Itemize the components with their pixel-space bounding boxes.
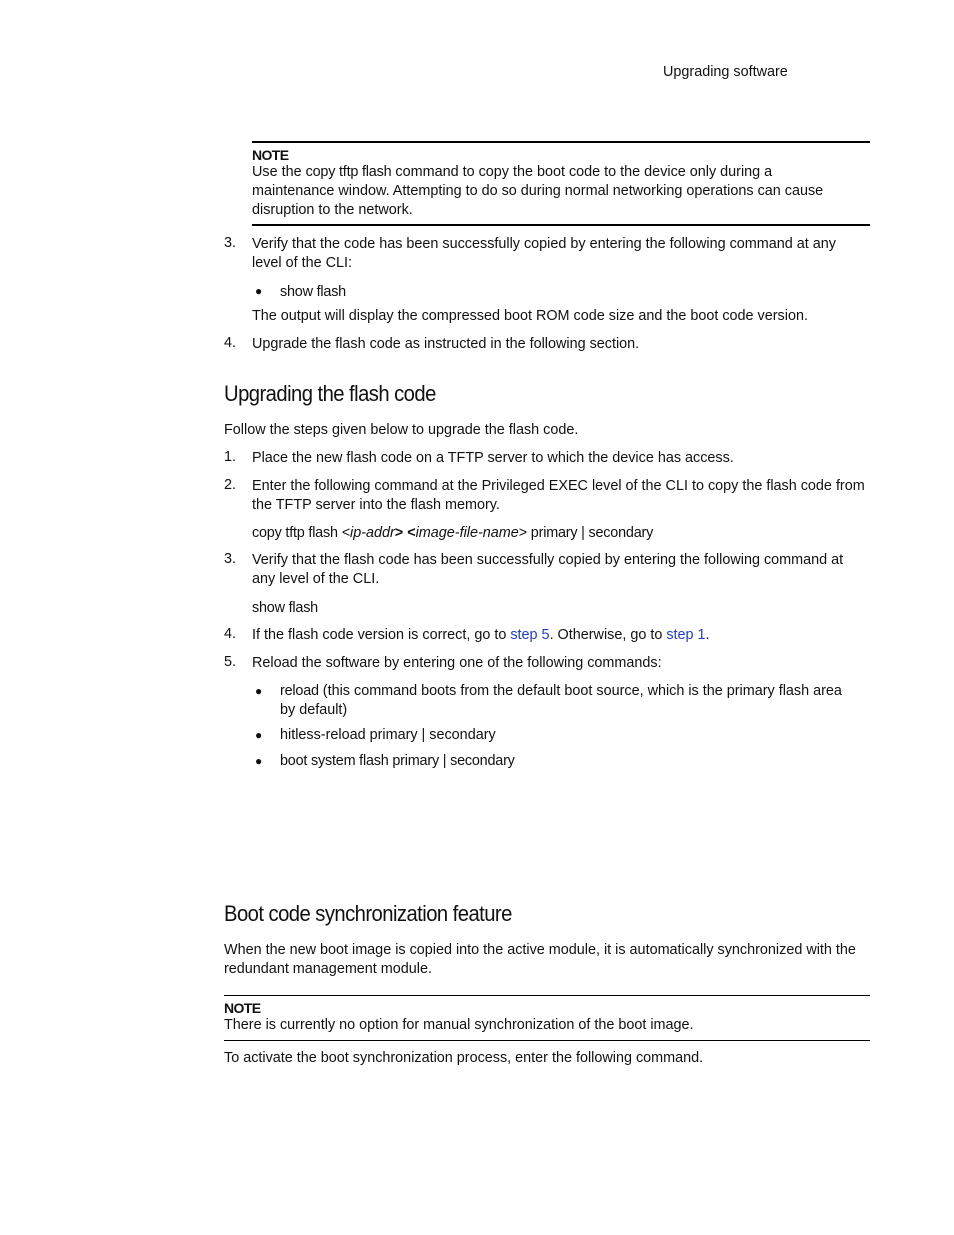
command-text: copy tftp flash bbox=[305, 164, 392, 180]
step-number: 2. bbox=[224, 477, 237, 493]
step-1-link[interactable]: step 1 bbox=[666, 627, 706, 643]
note-text-line-3: disruption to the network. bbox=[252, 202, 413, 218]
bullet-boot-system-flash: boot system flash primary | secondary bbox=[280, 753, 515, 769]
step-number: 4. bbox=[224, 335, 237, 351]
section-intro: Follow the steps given below to upgrade the flash code. bbox=[224, 422, 579, 438]
note-text-line-1: Use the copy tftp flash command to copy the boot code to the device only during a bbox=[252, 164, 773, 180]
closing-paragraph: To activate the boot synchronization process, enter the following command. bbox=[224, 1050, 704, 1066]
bullet-icon: ● bbox=[255, 684, 263, 698]
step-number: 1. bbox=[224, 449, 237, 465]
section-heading: Boot code synchronization feature bbox=[224, 901, 512, 926]
step-number: 5. bbox=[224, 654, 237, 670]
bullet-reload: reload (this command boots from the default boot source, which is the primary flash area by default) bbox=[280, 683, 842, 718]
step-text: Upgrade the flash code as instructed in the following section. bbox=[252, 336, 640, 352]
note-box bbox=[224, 995, 870, 1041]
step-5-link[interactable]: step 5 bbox=[510, 627, 550, 643]
bullet-hitless-reload: hitless-reload primary | secondary bbox=[280, 727, 496, 743]
running-header: Upgrading software bbox=[663, 64, 788, 80]
note-label: NOTE bbox=[252, 147, 289, 163]
step-text: Enter the following command at the Privileged EXEC level of the CLI to copy the flash code from the TFTP server into the flash memory. bbox=[252, 478, 865, 513]
command-show-flash: show flash bbox=[252, 600, 318, 616]
step-number: 4. bbox=[224, 626, 237, 642]
command-show-flash: show flash bbox=[280, 284, 346, 300]
step-text: Reload the software by entering one of the following commands: bbox=[252, 655, 662, 671]
step-number: 3. bbox=[224, 551, 237, 567]
step-text: Verify that the flash code has been successfully copied by entering the following command at any level of the CLI. bbox=[252, 552, 844, 587]
section-heading: Upgrading the flash code bbox=[224, 381, 436, 406]
step-text: Place the new flash code on a TFTP server to which the device has access. bbox=[252, 450, 734, 466]
note-label: NOTE bbox=[224, 1000, 261, 1016]
section-intro: When the new boot image is copied into the active module, it is automatically synchronized with the redundant management module. bbox=[224, 942, 856, 977]
step-text: Verify that the code has been successfully copied by entering the following command at any level of the CLI: bbox=[252, 236, 836, 271]
note-text-line-2: maintenance window. Attempting to do so during normal networking operations can cause bbox=[252, 183, 824, 199]
bullet-icon: ● bbox=[255, 284, 263, 298]
bullet-icon: ● bbox=[255, 754, 263, 768]
step-number: 3. bbox=[224, 235, 237, 251]
note-text: There is currently no option for manual synchronization of the boot image. bbox=[224, 1017, 694, 1033]
command-syntax: copy tftp flash <ip-addr> <image-file-name> primary | secondary bbox=[252, 525, 654, 541]
output-description: The output will display the compressed boot ROM code size and the boot code version. bbox=[252, 308, 808, 324]
note-box bbox=[252, 141, 870, 226]
step-text: If the flash code version is correct, go to step 5. Otherwise, go to step 1. bbox=[252, 627, 710, 643]
bullet-icon: ● bbox=[255, 728, 263, 742]
